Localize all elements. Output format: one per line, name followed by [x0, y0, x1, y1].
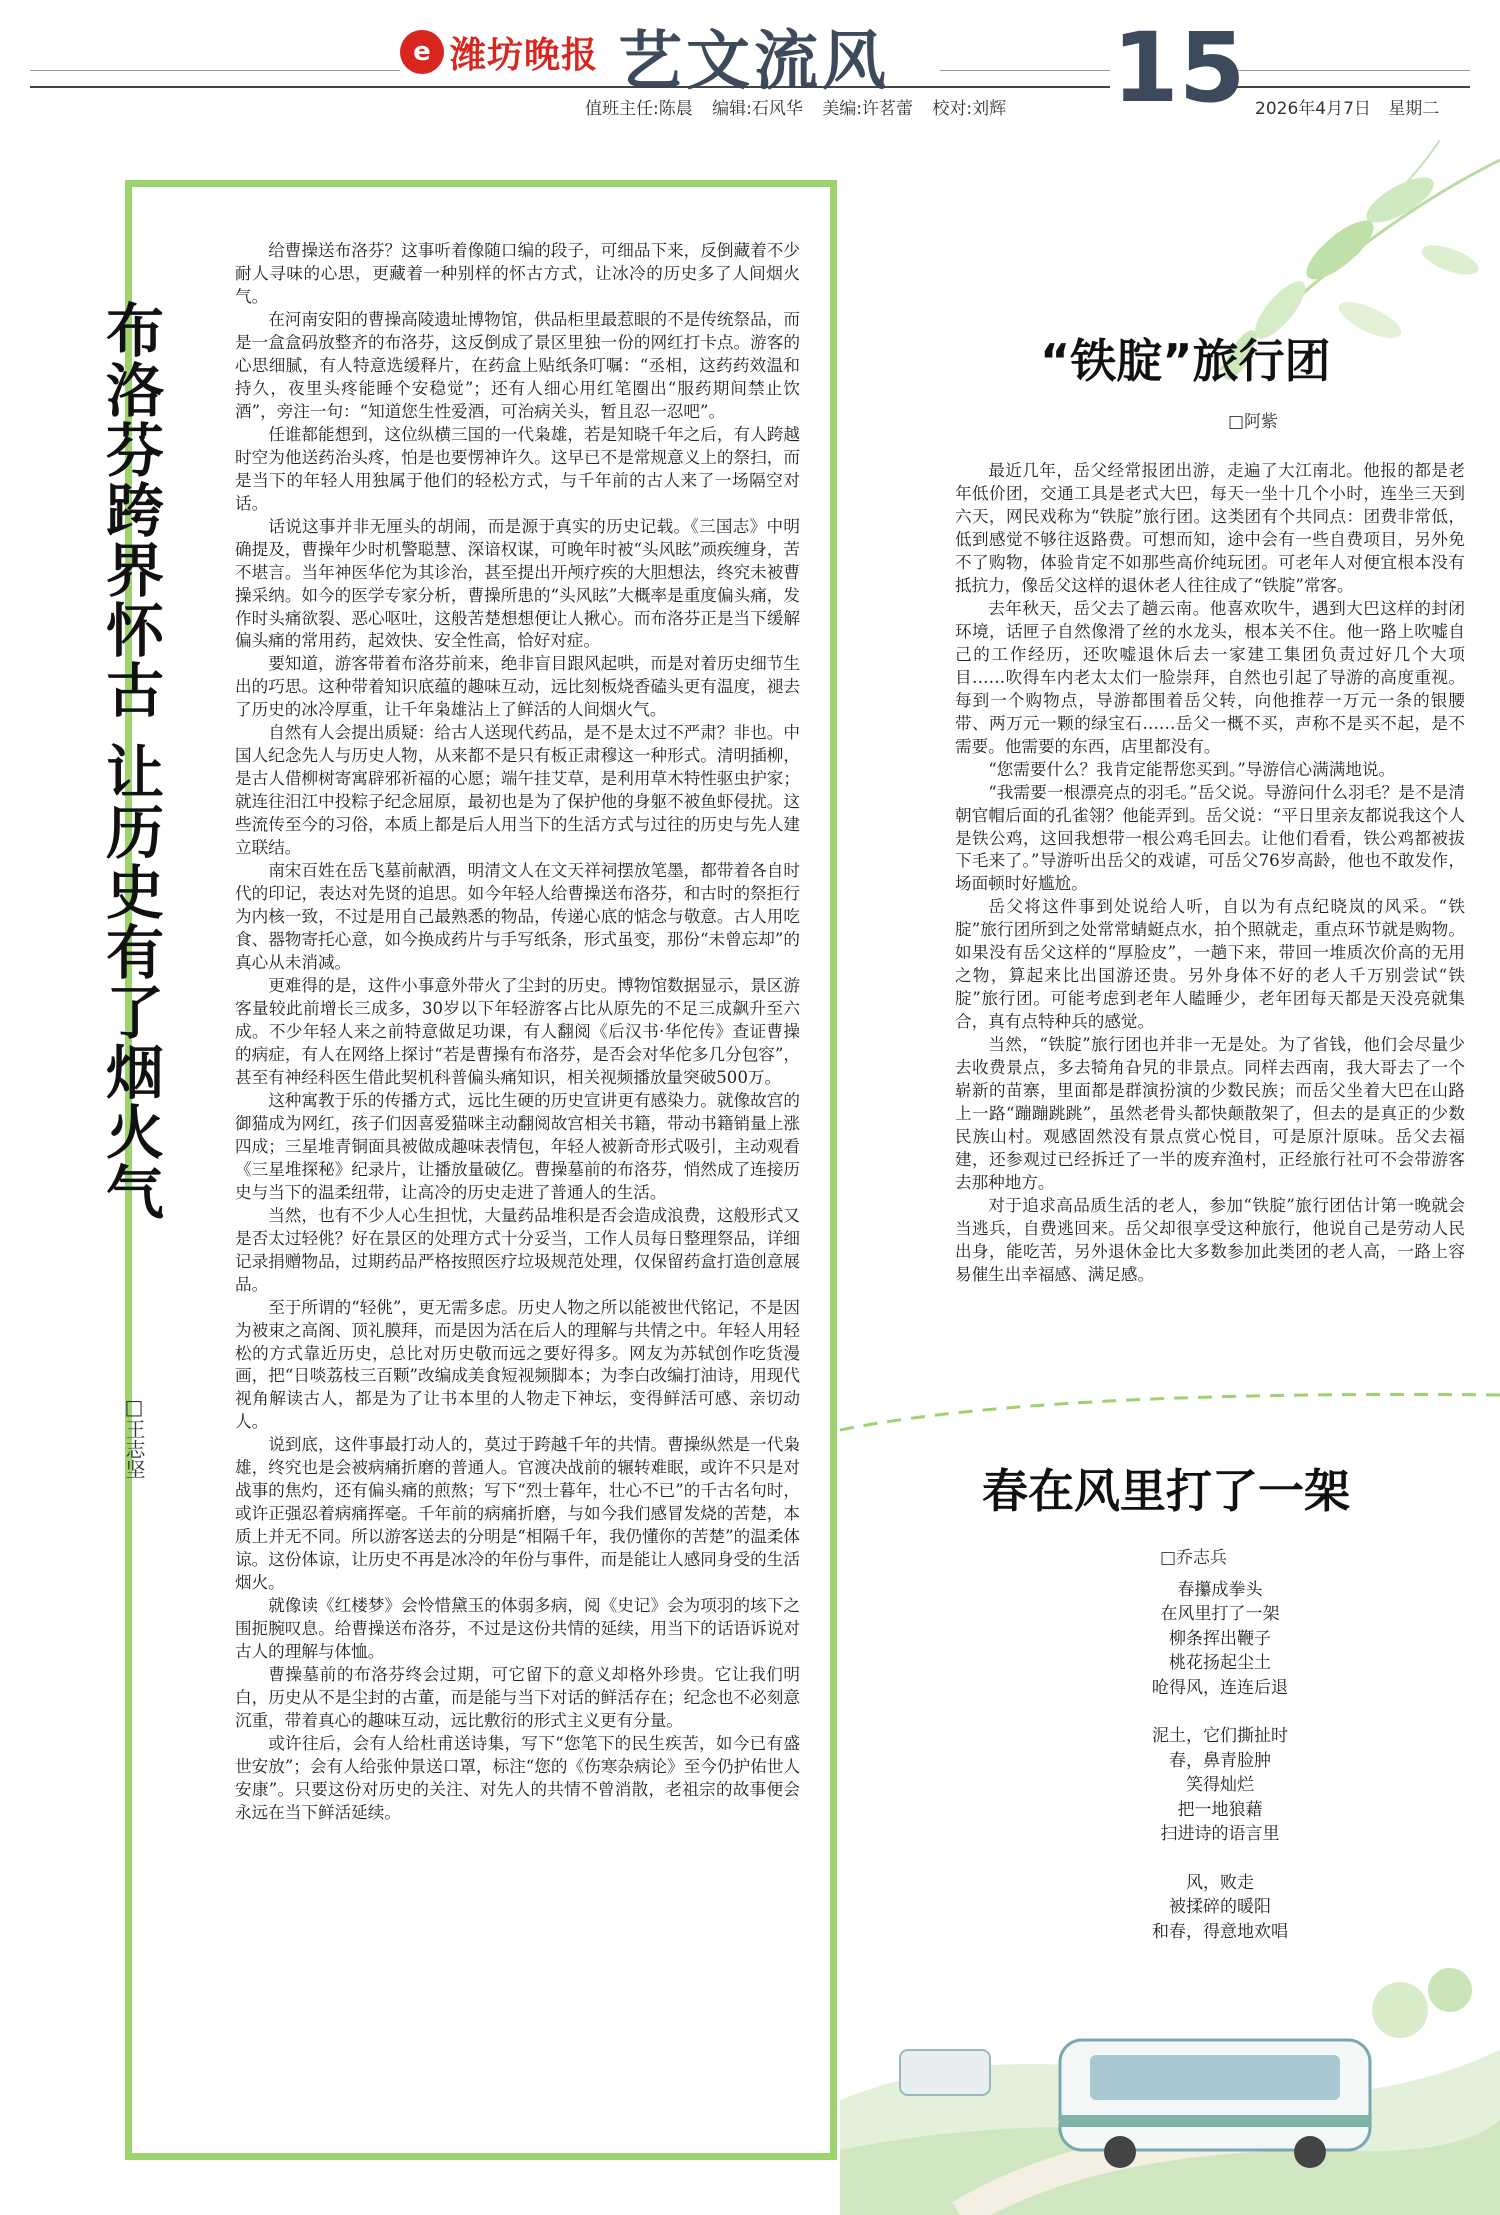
- paragraph: “您需要什么？我肯定能帮您买到。”导游信心满满地说。: [988, 759, 1396, 779]
- poem-title: 春在风里打了一架: [982, 1464, 1350, 1518]
- header-rule-right: [1230, 86, 1470, 88]
- staff-credits: [585, 94, 1020, 119]
- staff-designer: 美编:许茗蕾: [822, 99, 914, 119]
- paragraph: 去年秋天，岳父去了趟云南。他喜欢吹牛，遇到大巴这样的封闭环境，话匣子自然像滑了丝的水龙头，根本关不住。他一路上吹嘘自己的工作经历，还吹嘘退休后去一家建工集团负责过好几个大项目……吹得车内老太太们一脸崇拜，自然也引起了导游的高度重视。每到一个购物点，导游都围着岳父转，向他推荐一万元一条的银腰带、两万元一颗的绿宝石……岳父一概不买，声称不是买不起，是不需要。他需要的东西，店里都没有。: [955, 598, 1465, 756]
- paragraph: “我需要一根漂亮点的羽毛。”岳父说。导游问什么羽毛？是不是清朝官帽后面的孔雀翎？他能弄到。岳父说：“平日里亲友都说我这个人是铁公鸡，这回我想带一根公鸡毛回去。让他们看看，铁公鸡都被拔下毛来了。”导游听出岳父的戏谑，可岳父76岁高龄，他也不敢发作，场面顿时好尴尬。: [955, 782, 1465, 894]
- tour-article-title: “铁腚”旅行团: [1040, 334, 1331, 388]
- section-title: 艺文流风: [618, 25, 890, 99]
- page-number: 15: [1112, 12, 1246, 124]
- paragraph: 要知道，游客带着布洛芬前来，绝非盲目跟风起哄，而是对着历史细节生出的巧思。这种带着知识底蕴的趣味互动，远比刻板烧香磕头更有温度，褪去了历史的冰冷厚重，让千年枭雄沾上了鲜活的人间烟火气。: [235, 654, 800, 720]
- poem-line: 桃花扬起尘土: [1169, 1653, 1271, 1674]
- dashed-separator: [840, 1385, 1500, 1435]
- header-rule-top-right: [1230, 70, 1470, 71]
- paragraph: 给曹操送布洛芬？这事听着像随口编的段子，可细品下来，反倒藏着不少耐人寻味的心思，更藏着一种别样的怀古方式，让冰冷的历史多了人间烟火气。: [235, 241, 800, 306]
- weekday-text: 星期二: [1388, 99, 1440, 119]
- poem-line: 和春，得意地欢唱: [1152, 1921, 1288, 1942]
- header-rule: [30, 86, 1110, 88]
- paragraph: 最近几年，岳父经常报团出游，走遍了大江南北。他报的都是老年低价团，交通工具是老式大巴，每天一坐十几个小时，连坐三天到六天，网民戏称为“铁腚”旅行团。这类团有个共同点：团费非常低，低到感觉不够往返路费。可想而知，途中会有一些自费项目，另外免不了购物，体验肯定不如那些高价纯玩团。可老年人对便宜根本没有抵抗力，像岳父这样的退休老人往往成了“铁腚”常客。: [955, 461, 1465, 595]
- poem-line: 被揉碎的暖阳: [1169, 1897, 1271, 1918]
- paragraph: 曹操墓前的布洛芬终会过期，可它留下的意义却格外珍贵。它让我们明白，历史从不是尘封的古董，而是能与当下对话的鲜活存在；纪念也不必刻意沉重，带着真心的趣味互动，远比敷衍的形式主义更有分量。: [235, 1665, 800, 1730]
- date-text: 2026年4月7日: [1255, 99, 1371, 119]
- paragraph: 自然有人会提出质疑：给古人送现代药品，是不是太过不严肃？非也。中国人纪念先人与历史人物，从来都不是只有板正肃穆这一种形式。清明插柳，是古人借柳树寄寓辟邪祈福的心愿；端午挂艾草，是利用草木特性驱虫护家；就连往汨江中投粽子纪念屈原，最初也是为了保护他的身躯不被鱼虾侵扰。这些流传至今的习俗，本质上都是后人用当下的生活方式与过往的历史与先人建立联结。: [235, 723, 800, 858]
- newspaper-logo: [400, 22, 610, 82]
- poem-stanza: [1020, 1578, 1420, 1700]
- poem-line: 春，鼻青脸肿: [1169, 1750, 1271, 1771]
- poem-line: 扫进诗的语言里: [1160, 1824, 1280, 1845]
- paragraph: 对于追求高品质生活的老人，参加“铁腚”旅行团估计第一晚就会当逃兵，自费逃回来。岳父却很享受这种旅行，他说自己是劳动人民出身，能吃苦，另外退休金比大多数参加此类团的老人高，一路上容易催生出幸福感、满足感。: [955, 1196, 1465, 1284]
- poem-line: 呛得风，连连后退: [1152, 1677, 1288, 1698]
- paragraph: 或许往后，会有人给杜甫送诗集，写下“您笔下的民生疾苦，如今已有盛世安放”；会有人给张仲景送口罩，标注“您的《伤寒杂病论》至今仍护佑世人安康”。只要这份对历史的关注、对先人的共情不曾消散，老祖宗的故事便会永远在当下鲜活延续。: [235, 1733, 800, 1822]
- paragraph: 这种寓教于乐的传播方式，远比生硬的历史宣讲更有感染力。就像故宫的御猫成为网红，孩子们因喜爱猫咪主动翻阅故宫相关书籍，带动书籍销量上涨四成；三星堆青铜面具被做成趣味表情包，年轻人被新奇形式吸引，主动观看《三星堆探秘》纪录片，让播放量破亿。曹操墓前的布洛芬，悄然成了连接历史与当下的温柔纽带，让高冷的历史走进了普通人的生活。: [235, 1090, 800, 1202]
- poem-stanza: [1020, 1724, 1420, 1846]
- bus-illustration-icon: [840, 1920, 1500, 2215]
- poem-author: □乔志兵: [1160, 1548, 1228, 1568]
- logo-text: 潍坊晚报: [450, 34, 599, 76]
- tour-article-body: [955, 460, 1465, 1287]
- paragraph: 岳父将这件事到处说给人听，自以为有点纪晓岚的风采。“铁腚”旅行团所到之处常常蜻蜓点水，拍个照就走，重点环节就是购物。如果没有岳父这样的“厚脸皮”，一趟下来，带回一堆质次价高的无用之物，算起来比出国游还贵。另外身体不好的老人千万别尝试“铁腚”旅行团。可能考虑到老年人瞌睡少，老年团每天都是天没亮就集合，真有点特种兵的感觉。: [955, 897, 1465, 1032]
- paragraph: 当然，“铁腚”旅行团也并非一无是处。为了省钱，他们会尽量少去收费景点，多去犄角旮旯的非景点。同样去西南，我大哥去了一个崭新的苗寨，里面都是群演扮演的少数民族；而岳父坐着大巴在山路上一路“蹦蹦跳跳”，虽然老骨头都快颠散架了，但去的是真正的少数民族山村。观感固然没有景点赏心悦目，可是原汁原味。岳父去福建，还参观过已经拆迁了一半的废弃渔村，正经旅行社可不会带游客去那种地方。: [955, 1035, 1465, 1193]
- poem-line: 把一地狼藉: [1177, 1799, 1263, 1820]
- paragraph: 在河南安阳的曹操高陵遗址博物馆，供品柜里最惹眼的不是传统祭品，而是一盒盒码放整齐的布洛芬，这反倒成了景区里独一份的网红打卡点。游客的心思细腻，有人特意选缓释片，在药盒上贴纸条叮嘱：“丞相，这药药效温和持久，夜里头疼能睡个安稳觉”；还有人细心用红笔圈出“服药期间禁止饮酒”，旁注一句：“知道您生性爱酒，可治病关头，暂且忍一忍吧”。: [235, 309, 800, 421]
- staff-editor: 编辑:石风华: [712, 99, 803, 119]
- poem-line: 风，败走: [1186, 1872, 1254, 1893]
- staff-proofreader: 校对:刘辉: [932, 99, 1007, 119]
- paragraph: 就像读《红楼梦》会怜惜黛玉的体弱多病，阅《史记》会为项羽的垓下之围扼腕叹息。给曹操送布洛芬，不过是这份共情的延续，用当下的话语诉说对古人的理解与体恤。: [235, 1596, 800, 1662]
- poem-line: 在风里打了一架: [1160, 1604, 1280, 1625]
- header-rule-top-mid: [940, 70, 1110, 71]
- main-article-title: 布洛芬跨界怀古 让历史有了烟火气: [96, 300, 164, 1223]
- paragraph: 说到底，这件事最打动人的，莫过于跨越千年的共情。曹操纵然是一代枭雄，终究也是会被病痛折磨的普通人。官渡决战前的辗转难眠，或许不只是对战事的焦灼，还有偏头痛的煎熬；写下“烈士暮年，壮心不已”的千古名句时，或许正强忍着病痛挥毫。千年前的病痛折磨，与如今我们感冒发烧的苦楚，本质上并无不同。所以游客送去的分明是“相隔千年，我仍懂你的苦楚”的温柔体谅。这份体谅，让历史不再是冰冷的年份与事件，而是能让人感同身受的生活烟火。: [235, 1435, 800, 1593]
- tour-article-author: □阿紫: [1228, 412, 1279, 432]
- main-article-body: [235, 240, 800, 1825]
- paragraph: 当然，也有不少人心生担忧，大量药品堆积是否会造成浪费，这般形式又是否太过轻佻？好在景区的处理方式十分妥当，工作人员每日整理祭品，详细记录捐赠物品，过期药品严格按照医疗垃圾规范处理，仅保留药盒打造创意展品。: [235, 1205, 800, 1294]
- staff-duty-editor: 值班主任:陈晨: [585, 99, 693, 119]
- poem-line: 春攥成拳头: [1177, 1580, 1263, 1600]
- poem-body: [1020, 1578, 1420, 1968]
- paragraph: 南宋百姓在岳飞墓前献酒，明清文人在文天祥祠摆放笔墨，都带着各自时代的印记，表达对先贤的追思。如今年轻人给曹操送布洛芬，和古时的祭拒行为内核一致，不过是用自己最熟悉的物品，传递心底的惦念与敬意。古人用吃食、器物寄托心意，如今换成药片与手写纸条，形式虽变，那份“未曾忘却”的真心从未消减。: [235, 861, 800, 973]
- paragraph: 更难得的是，这件小事意外带火了尘封的历史。博物馆数据显示，景区游客量较此前增长三成多，30岁以下年轻游客占比从原先的不足三成飙升至六成。不少年轻人来之前特意做足功课，有人翻阅《后汉书·华佗传》查证曹操的病症，有人在网络上探讨“若是曹操有布洛芬，是否会对华佗多几分包容”，甚至有神经科医生借此契机科普偏头痛知识，相关视频播放量突破500万。: [235, 976, 800, 1087]
- poem-line: 泥土，它们撕扯时: [1152, 1726, 1288, 1747]
- paragraph: 话说这事并非无厘头的胡闹，而是源于真实的历史记载。《三国志》中明确提及，曹操年少时机警聪慧、深谙权谋，可晚年时被“头风眩”顽疾缠身，苦不堪言。当年神医华佗为其诊治，甚至提出开颅疗疾的大胆想法，终究未被曹操采纳。如今的医学专家分析，曹操所患的“头风眩”大概率是重度偏头痛，发作时头痛欲裂、恶心呕吐，这般苦楚想想便让人揪心。而布洛芬正是当下缓解偏头痛的常用药，起效快、安全性高，恰好对症。: [235, 516, 800, 651]
- issue-date: [1255, 94, 1451, 119]
- header-rule-top-left: [30, 70, 400, 71]
- poem-line: 笑得灿烂: [1186, 1775, 1254, 1796]
- poem-line: 柳条挥出鞭子: [1169, 1628, 1271, 1649]
- main-article-author: □王志坚: [122, 1395, 146, 1479]
- paragraph: 任谁都能想到，这位纵横三国的一代枭雄，若是知晓千年之后，有人跨越时空为他送药治头疼，怕是也要愣神许久。这早已不是常规意义上的祭扫，而是当下的年轻人用独属于他们的轻松方式，与千年前的古人来了一场隔空对话。: [235, 424, 800, 513]
- logo-mark-icon: e: [400, 30, 444, 74]
- paragraph: 至于所谓的“轻佻”，更无需多虑。历史人物之所以能被世代铭记，不是因为被束之高阁、顶礼膜拜，而是因为活在后人的理解与共情之中。年轻人用轻松的方式靠近历史，总比对历史敬而远之要好得多。网友为苏轼创作吃货漫画，把“日啖荔枝三百颗”改编成美食短视频脚本；为李白改编打油诗，用现代视角解读古人，都是为了让书本里的人物走下神坛，变得鲜活可感、亲切动人。: [235, 1297, 800, 1432]
